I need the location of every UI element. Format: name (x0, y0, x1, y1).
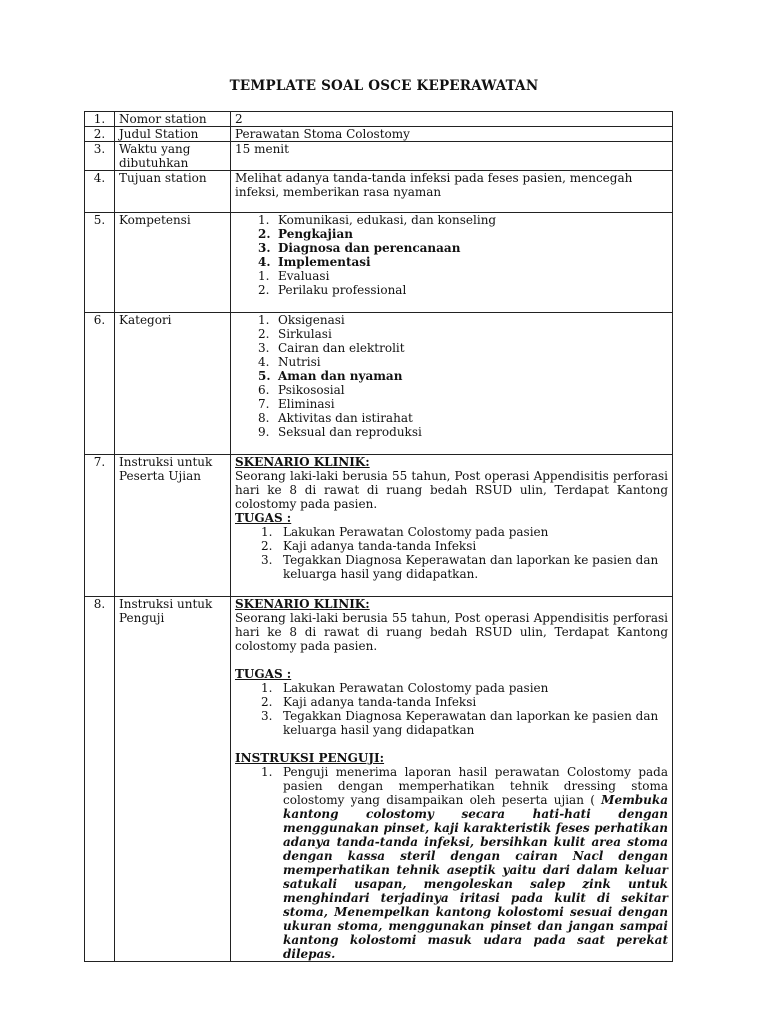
row-number: 4. (85, 171, 115, 213)
item-number: 1. (261, 525, 273, 539)
item-text: Tegakkan Diagnosa Keperawatan dan laporkan ke pasien dan keluarga hasil yang didapatkan. (283, 553, 659, 581)
row-label: Kategori (115, 313, 231, 455)
task-heading: TUGAS : (235, 667, 292, 681)
item-text: Aktivitas dan istirahat (278, 411, 413, 425)
item-text: Lakukan Perawatan Colostomy pada pasien (283, 525, 549, 539)
scenario-text: Seorang laki-laki berusia 55 tahun, Post operasi Appendisitis perforasi hari ke 8 di rawat di ruang bedah RSUD ulin, Terdapat Kantong colostomy pada pasien. (235, 611, 668, 653)
examiner-list (235, 765, 668, 961)
item-text: Lakukan Perawatan Colostomy pada pasien (283, 681, 549, 695)
item-text: Pengkajian (278, 227, 353, 241)
item-text: Cairan dan elektrolit (278, 341, 405, 355)
table-row (85, 455, 673, 597)
list-item (235, 695, 668, 709)
list-item (235, 765, 668, 961)
item-text: Nutrisi (278, 355, 321, 369)
list-item (235, 553, 668, 581)
item-number: 2. (258, 227, 271, 241)
row-number: 5. (85, 213, 115, 313)
item-number: 3. (258, 341, 270, 355)
row-number: 7. (85, 455, 115, 597)
scenario-text: Seorang laki-laki berusia 55 tahun, Post operasi Appendisitis perforasi hari ke 8 di rawat di ruang bedah RSUD ulin, Terdapat Kantong colostomy pada pasien. (235, 469, 668, 511)
table-row (85, 171, 673, 213)
table-row (85, 112, 673, 127)
item-number: 4. (258, 355, 270, 369)
list-item (235, 539, 668, 553)
osce-table (84, 111, 673, 962)
item-number: 1. (261, 681, 273, 695)
item-number: 2. (258, 283, 270, 297)
table-row (85, 142, 673, 171)
item-text: Eliminasi (278, 397, 335, 411)
participant-instructions-cell (231, 455, 673, 597)
list-item (235, 709, 668, 737)
row-label: Instruksi untuk Peserta Ujian (115, 455, 231, 597)
list-item (235, 255, 668, 269)
item-text: Seksual dan reproduksi (278, 425, 422, 439)
list-item (235, 681, 668, 695)
item-text: Oksigenasi (278, 313, 345, 327)
row-label: Kompetensi (115, 213, 231, 313)
item-text: Perilaku professional (278, 283, 407, 297)
item-text: Diagnosa dan perencanaan (278, 241, 461, 255)
row-label: Tujuan station (115, 171, 231, 213)
row-number: 6. (85, 313, 115, 455)
table-row (85, 313, 673, 455)
row-label: Waktu yang dibutuhkan (115, 142, 231, 171)
item-number: 2. (258, 327, 270, 341)
list-item (235, 369, 668, 383)
item-number: 5. (258, 369, 271, 383)
examiner-instructions-cell (231, 597, 673, 962)
row-label: Judul Station (115, 127, 231, 142)
item-text: Evaluasi (278, 269, 330, 283)
examiner-heading: INSTRUKSI PENGUJI: (235, 751, 385, 765)
competency-list (235, 213, 668, 297)
list-item (235, 383, 668, 397)
category-cell (231, 313, 673, 455)
row-number: 2. (85, 127, 115, 142)
task-list (235, 681, 668, 737)
row-label: Nomor station (115, 112, 231, 127)
list-item (235, 283, 668, 297)
list-item (235, 269, 668, 283)
list-item (235, 327, 668, 341)
item-number: 1. (258, 269, 270, 283)
item-number: 2. (261, 695, 273, 709)
list-item (235, 355, 668, 369)
item-number: 3. (258, 241, 271, 255)
row-number: 1. (85, 112, 115, 127)
item-number: 3. (261, 709, 273, 723)
list-item (235, 525, 668, 539)
table-row (85, 213, 673, 313)
item-text: Penguji menerima laporan hasil perawatan Colostomy pada pasien dengan memperhatikan tehnik dressing stoma colostomy yang disampaikan oleh peserta ujian ( (283, 765, 668, 807)
item-number: 2. (261, 539, 273, 553)
row-value: Melihat adanya tanda-tanda infeksi pada feses pasien, mencegah infeksi, memberikan rasa nyaman (231, 171, 673, 213)
task-heading: TUGAS : (235, 511, 292, 525)
list-item (235, 227, 668, 241)
table-row (85, 127, 673, 142)
item-text: Implementasi (278, 255, 371, 269)
item-number: 1. (261, 765, 273, 779)
item-number: 1. (258, 213, 270, 227)
item-text: Kaji adanya tanda-tanda Infeksi (283, 695, 477, 709)
item-text: Aman dan nyaman (278, 369, 403, 383)
list-item (235, 313, 668, 327)
list-item (235, 213, 668, 227)
row-number: 3. (85, 142, 115, 171)
spacer (235, 737, 668, 751)
list-item (235, 341, 668, 355)
item-text: Kaji adanya tanda-tanda Infeksi (283, 539, 477, 553)
list-item (235, 397, 668, 411)
item-number: 8. (258, 411, 270, 425)
item-number: 3. (261, 553, 273, 567)
spacer (235, 653, 668, 667)
item-text: Sirkulasi (278, 327, 332, 341)
row-value: 15 menit (231, 142, 673, 171)
item-number: 7. (258, 397, 270, 411)
competency-cell (231, 213, 673, 313)
item-text: Psikososial (278, 383, 345, 397)
scenario-heading: SKENARIO KLINIK: (235, 455, 370, 469)
list-item (235, 241, 668, 255)
category-list (235, 313, 668, 439)
item-number: 9. (258, 425, 270, 439)
task-list (235, 525, 668, 581)
row-label: Instruksi untuk Penguji (115, 597, 231, 962)
table-row (85, 597, 673, 962)
item-text-emphasis: Membuka kantong colostomy secara hati-hati dengan menggunakan pinset, kaji karakteristik feses perhatikan adanya tanda-tanda infeksi, bersihkan kulit area stoma dengan kassa steril dengan cairan Nacl dengan memperhatikan tehnik aseptik yaitu dari dalam keluar satukali usapan, mengoleskan salep zink untuk menghindari terjadinya iritasi pada kulit di sekitar stoma, Menempelkan kantong kolostomi sesuai dengan ukuran stoma, menggunakan pinset dan jangan sampai kantong kolostomi masuk udara pada saat perekat dilepas. (283, 793, 668, 961)
item-text: Tegakkan Diagnosa Keperawatan dan laporkan ke pasien dan keluarga hasil yang didapatkan (283, 709, 659, 737)
row-value: 2 (231, 112, 673, 127)
scenario-heading: SKENARIO KLINIK: (235, 597, 370, 611)
item-number: 6. (258, 383, 270, 397)
item-number: 4. (258, 255, 271, 269)
list-item (235, 425, 668, 439)
item-text: Komunikasi, edukasi, dan konseling (278, 213, 497, 227)
row-value: Perawatan Stoma Colostomy (231, 127, 673, 142)
list-item (235, 411, 668, 425)
item-number: 1. (258, 313, 270, 327)
row-number: 8. (85, 597, 115, 962)
document-title: TEMPLATE SOAL OSCE KEPERAWATAN (229, 78, 539, 94)
